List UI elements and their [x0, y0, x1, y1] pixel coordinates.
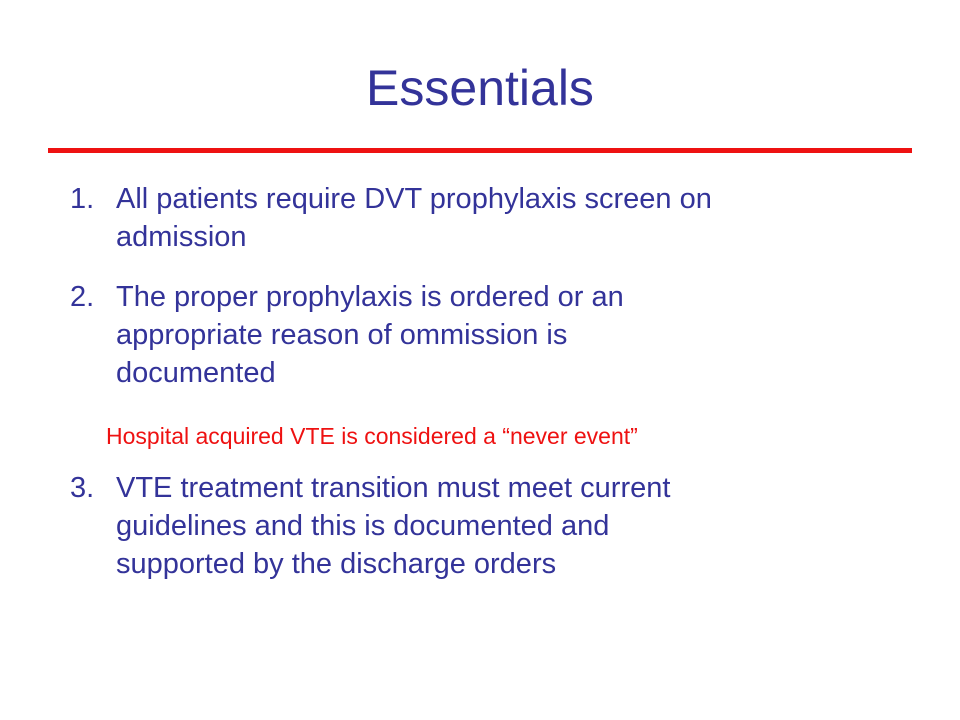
slide-title: Essentials: [366, 60, 594, 116]
list-item-text: [116, 180, 870, 256]
list-item-line: admission: [116, 221, 247, 253]
list-item-number: 3.: [70, 472, 95, 504]
list-item-text: [116, 278, 870, 392]
list-item-line: VTE treatment transition must meet current: [116, 472, 671, 504]
list-item-1: [70, 180, 870, 256]
list-item-line: documented: [116, 357, 276, 389]
list-item-line: guidelines and this is documented and: [116, 510, 610, 542]
list-item-3: [70, 469, 870, 583]
list-item-number: 1.: [70, 183, 95, 215]
list-item-text: [116, 469, 870, 583]
title-divider: [48, 148, 912, 153]
list-item-2: [70, 278, 870, 392]
list-item-line: The proper prophylaxis is ordered or an: [116, 281, 624, 313]
list-item-number: 2.: [70, 281, 95, 313]
list-item-line: appropriate reason of ommission is: [116, 319, 568, 351]
list-item-line: All patients require DVT prophylaxis screen on: [116, 183, 712, 215]
never-event-note: Hospital acquired VTE is considered a “never event”: [106, 423, 638, 449]
list-item-line: supported by the discharge orders: [116, 548, 557, 580]
